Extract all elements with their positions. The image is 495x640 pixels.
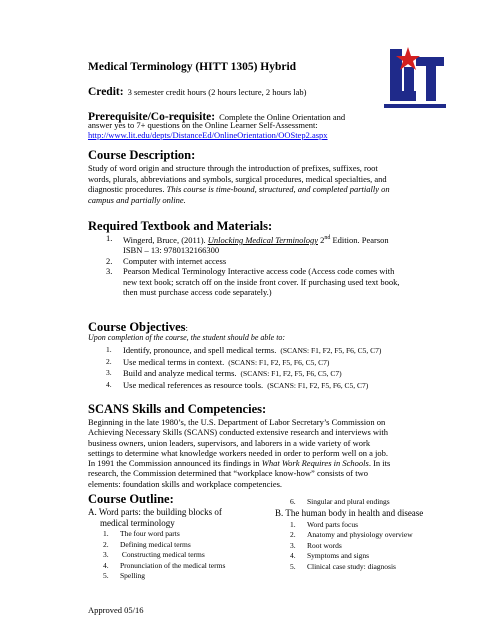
objective-item — [106, 357, 486, 369]
objective-text: Use medical references as resource tools. — [123, 379, 264, 390]
citation-title: Unlocking Medical Terminology — [207, 234, 318, 245]
outline-b-list — [275, 520, 490, 573]
description-line — [88, 184, 483, 195]
outline-a-title: A. Word parts: the building blocks of — [88, 507, 222, 517]
outline-text: Symptoms and signs — [307, 551, 370, 560]
outline-text: Word parts focus — [307, 519, 359, 529]
item-number: 1. — [106, 345, 112, 354]
list-item — [106, 266, 486, 277]
description-italic: This course is time-bound, structured, and completed partially on — [166, 184, 390, 194]
citation-author: Wingerd, Bruce, (2011). — [123, 234, 206, 245]
scans-codes: (SCANS: F1, F2, F5, F6, C5, C7) — [267, 380, 369, 390]
item-text: Pearson Medical Terminology Interactive access code (Access code comes with — [123, 266, 395, 277]
scans-text: In 1991 the Commission announced its findings in — [88, 458, 260, 469]
outline-text: Root words — [307, 540, 342, 550]
item-text-cont: new text book; scratch off on the inside front cover. If purchasing used text book, — [123, 276, 400, 287]
prereq-link[interactable]: http://www.lit.edu/depts/DistanceEd/OnlineOrientation/OOStep2.aspx — [88, 130, 328, 140]
outline-item — [290, 520, 490, 531]
item-number: 1. — [290, 519, 296, 529]
description-line: Study of word origin and structure through the introduction of prefixes, suffixes, root — [88, 163, 378, 173]
prereq-text-2: answer yes to 7+ questions on the Online Learner Self-Assessment: — [88, 120, 318, 130]
outline-a-list — [88, 529, 278, 582]
scans-codes: (SCANS: F1, F2, F5, F6, C5, C7) — [240, 369, 342, 378]
credit-label: Credit — [88, 86, 120, 98]
scans-line: elements: foundation skills and workplace competencies. — [88, 478, 283, 489]
outline-b-title: B. The human body in health and disease — [275, 508, 424, 518]
scans-text: . In its — [368, 458, 391, 469]
scans-line — [88, 458, 488, 468]
scans-line: business owners, union leaders, supervisors, and laborers in a wide variety of work — [88, 437, 371, 448]
scans-line: settings to determine what knowledge workers needed in order to perform well on a job. — [88, 447, 389, 458]
item-number: 2. — [106, 356, 112, 366]
outline-text: Clinical case study: diagnosis — [307, 561, 396, 571]
item-number: 2. — [290, 530, 296, 539]
credit-text: 3 semester credit hours (2 hours lecture, 2 hours lab) — [127, 87, 307, 97]
outline-item — [290, 551, 490, 562]
outline-text: Spelling — [120, 571, 146, 580]
outline-text: The four word parts — [120, 529, 180, 538]
outline-item — [275, 497, 490, 508]
scans-body — [88, 417, 488, 489]
item-number: 4. — [290, 551, 296, 560]
objectives-intro: Upon completion of the course, the student should be able to: — [88, 333, 286, 342]
scans-line: Beginning in the late 1980’s, the U.S. Department of Labor Secretary’s Commission on — [88, 417, 386, 427]
description-text: diagnostic procedures. — [88, 184, 165, 194]
citation-post: Edition. Pearson — [332, 234, 389, 245]
item-number: 6. — [290, 497, 296, 506]
description-heading: Course Description: — [88, 148, 196, 162]
course-title: Medical Terminology (HITT 1305) Hybrid — [88, 61, 297, 73]
approved-date: Approved 05/16 — [88, 605, 144, 615]
outline-text: Defining medical terms — [120, 539, 191, 549]
credit-line: Credit: 3 semester credit hours (2 hours lecture, 2 hours lab) — [88, 86, 307, 98]
item-number: 4. — [106, 379, 112, 389]
scans-line: research, the Commission determined that “workplace know-how” consists of two — [88, 468, 368, 479]
item-text-cont: then must purchase access code separately.) — [123, 287, 272, 298]
outline-text: Pronunciation of the medical terms — [120, 560, 226, 570]
isbn-line: ISBN – 13: 9780132166300 — [123, 245, 220, 256]
prereq-text: Complete the Online Orientation and — [219, 112, 346, 122]
scans-codes: (SCANS: F1, F2, F5, F6, C5, C7) — [228, 357, 330, 367]
outline-text: Anatomy and physiology overview — [307, 530, 413, 539]
citation-edition: 2 — [320, 234, 325, 245]
item-number: 4. — [103, 560, 109, 570]
item-number: 3. — [103, 550, 109, 559]
outline-section-a — [88, 507, 278, 582]
scans-line: Achieving Necessary Skills (SCANS) conducted extensive research and interviews with — [88, 427, 389, 438]
outline-a-title-cont: medical terminology — [100, 517, 175, 528]
scans-italic: What Work Requires in Schools — [261, 458, 369, 469]
outline-text: Constructing medical terms — [120, 550, 205, 559]
item-number: 2. — [106, 255, 113, 266]
objectives-colon: : — [185, 323, 188, 333]
objective-item — [106, 345, 486, 357]
item-number: 2. — [103, 539, 109, 549]
outline-item — [290, 541, 490, 552]
item-number: 1. — [106, 233, 113, 243]
outline-item — [103, 561, 278, 572]
textbook-heading: Required Textbook and Materials: — [88, 219, 273, 233]
lit-logo — [382, 47, 448, 111]
objective-text: Build and analyze medical terms. — [123, 368, 237, 378]
scans-codes: (SCANS: F1, F2, F5, F6, C5, C7) — [280, 346, 382, 355]
objective-text: Identify, pronounce, and spell medical terms. — [123, 345, 277, 355]
list-item — [106, 233, 486, 245]
description-body — [88, 163, 483, 205]
item-number: 5. — [290, 561, 296, 571]
objectives-list — [106, 345, 486, 391]
description-italic: campus and partially online. — [88, 194, 186, 205]
outline-item — [290, 530, 490, 541]
outline-heading: Course Outline: — [88, 492, 174, 506]
list-item — [106, 256, 486, 267]
outline-item — [290, 562, 490, 573]
outline-item — [103, 540, 278, 551]
outline-text: Singular and plural endings — [307, 497, 390, 506]
item-number: 3. — [106, 368, 112, 377]
objective-text: Use medical terms in context. — [123, 356, 225, 367]
prereq-label: Prerequisite/Co-requisite: — [88, 111, 216, 123]
scans-heading: SCANS Skills and Competencies: — [88, 402, 267, 416]
description-line: words, plurals, abbreviations and symbols, surgical procedures, medical specialties, and — [88, 173, 387, 184]
outline-section-b — [275, 497, 490, 572]
item-number: 1. — [103, 529, 109, 538]
item-text: Computer with internet access — [123, 255, 227, 266]
outline-item — [103, 550, 278, 561]
item-number: 3. — [290, 540, 296, 550]
objectives-heading: Course Objectives — [88, 320, 186, 334]
item-text — [123, 233, 389, 245]
textbook-list — [106, 233, 486, 298]
item-number: 5. — [103, 571, 109, 580]
outline-item — [103, 529, 278, 540]
objective-item — [106, 368, 486, 380]
item-number: 3. — [106, 266, 113, 277]
objective-item — [106, 380, 486, 392]
citation-sup: nd — [324, 235, 331, 241]
outline-item — [103, 571, 278, 582]
